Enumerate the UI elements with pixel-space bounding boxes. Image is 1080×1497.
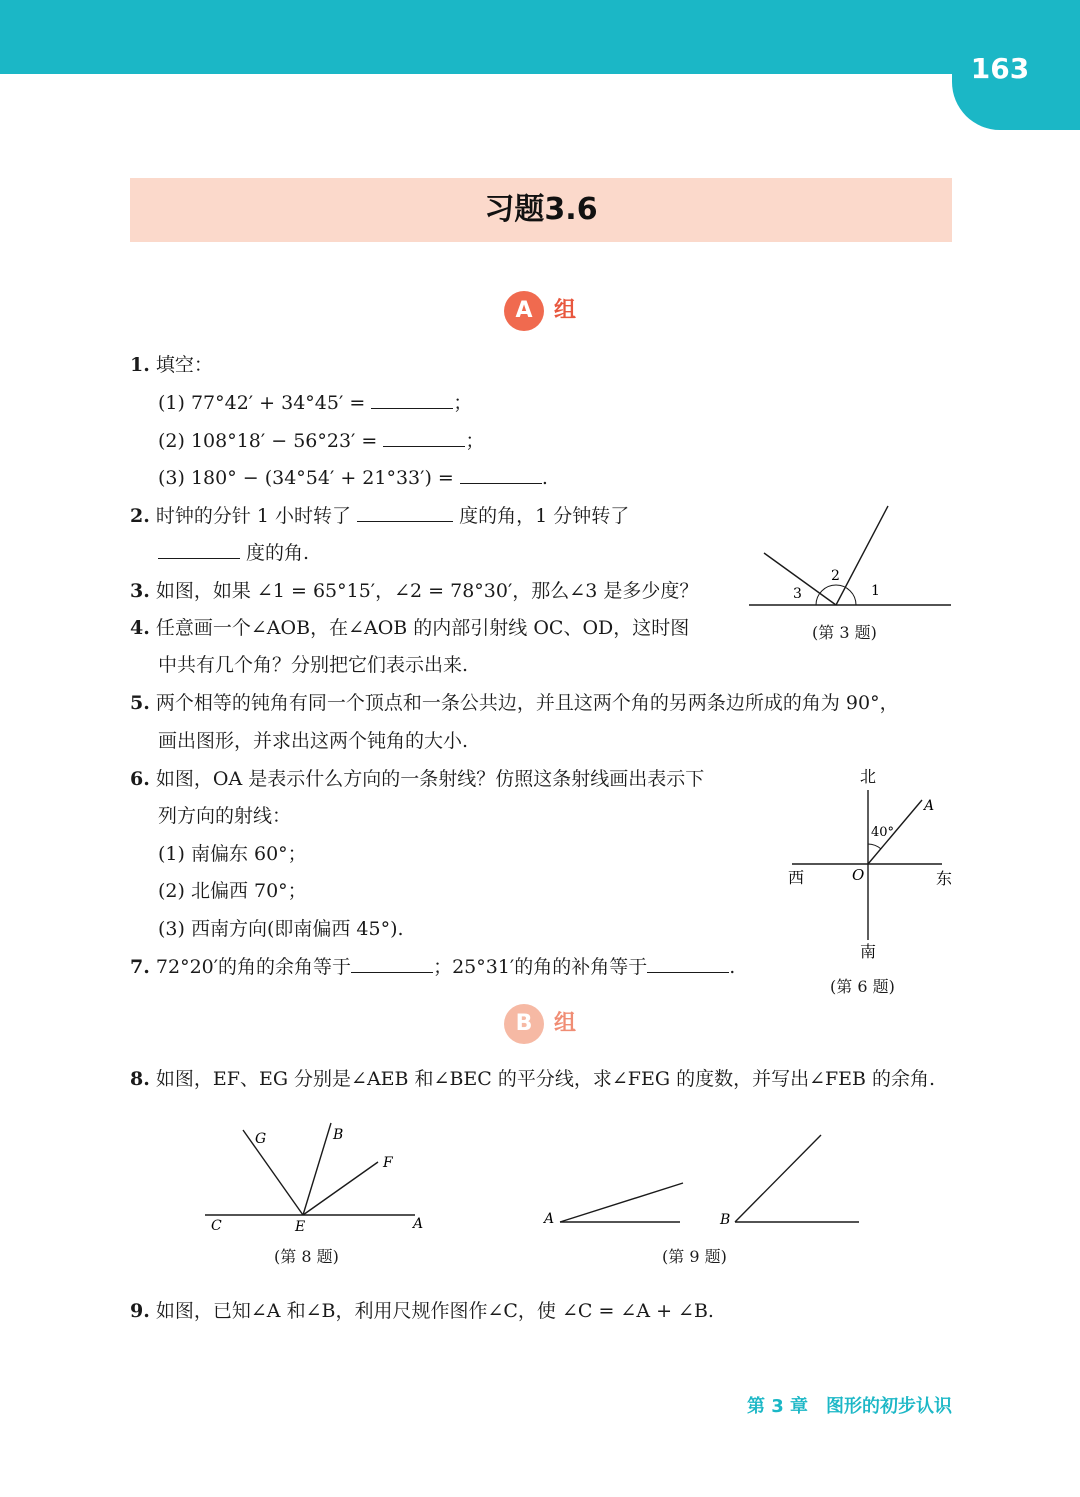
fig8-ray-ef: [303, 1162, 378, 1215]
group-a-badge: A: [504, 291, 544, 331]
q5-line1: 5. 两个相等的钝角有同一个顶点和一条公共边，并且这两个角的另两条边所成的角为 90°，: [130, 692, 899, 714]
q8: 8. 如图，EF、EG 分别是∠AEB 和∠BEC 的平分线，求∠FEG 的度数，并写出∠FEB 的余角.: [130, 1068, 936, 1090]
q1-part2: (2) 108°18′ − 56°23′ = ；: [158, 430, 485, 452]
answer-blank[interactable]: [351, 954, 433, 973]
fig9-caption: (第 9 题): [662, 1247, 727, 1266]
q7: 7. 72°20′的角的余角等于 ；25°31′的角的补角等于 .: [130, 956, 736, 978]
q6-part1: (1) 南偏东 60°；: [158, 843, 307, 865]
page-number: 163: [970, 52, 1030, 85]
q6-part2: (2) 北偏西 70°；: [158, 880, 307, 902]
fig8-label-b: B: [333, 1127, 344, 1143]
fig6-origin: O: [852, 866, 865, 884]
q5-line2: 画出图形，并求出这两个钝角的大小.: [158, 730, 469, 752]
fig8-label-g: G: [255, 1131, 267, 1147]
fig3-ray-right: [836, 506, 888, 605]
fig6-ray-label: A: [924, 798, 935, 814]
fig3-label-1: 1: [871, 583, 880, 599]
q3: 3. 如图，如果 ∠1 = 65°15′，∠2 = 78°30′，那么∠3 是多少度？: [130, 580, 699, 602]
fig6-north: 北: [860, 767, 877, 786]
fig6-east: 东: [936, 869, 953, 888]
chapter-footer: 第 3 章 图形的初步认识: [746, 1396, 952, 1417]
fig8-caption: (第 8 题): [274, 1247, 339, 1266]
q1-part1: (1) 77°42′ + 34°45′ = ；: [158, 392, 473, 414]
fig8-label-e: E: [295, 1219, 306, 1235]
q2-line2: 度的角.: [158, 540, 309, 566]
fig8-ray-eb: [303, 1123, 331, 1215]
fig6-angle-arc: [868, 844, 881, 849]
figure-6: [780, 760, 960, 970]
fig6-caption: (第 6 题): [830, 977, 895, 996]
q1-part3: (3) 180° − (34°54′ + 21°33′) = .: [158, 467, 548, 489]
q1-stem: 1. 填空：: [130, 354, 213, 376]
q9: 9. 如图，已知∠A 和∠B，利用尺规作图作∠C，使 ∠C = ∠A + ∠B.: [130, 1300, 714, 1322]
q6-line2: 列方向的射线：: [158, 805, 292, 827]
fig6-west: 西: [788, 868, 805, 887]
fig3-label-2: 2: [831, 568, 840, 584]
answer-blank[interactable]: [158, 540, 240, 559]
answer-blank[interactable]: [371, 390, 453, 409]
group-b-heading: [504, 1004, 594, 1044]
group-b-label: 组: [554, 1011, 577, 1036]
q6-part3: (3) 西南方向(即南偏西 45°).: [158, 918, 404, 940]
answer-blank[interactable]: [357, 503, 453, 522]
group-b-badge: B: [504, 1004, 544, 1044]
fig6-angle-label: 40°: [871, 825, 895, 840]
fig6-south: 南: [860, 942, 877, 961]
q2-line1: 2. 时钟的分针 1 小时转了 度的角，1 分钟转了: [130, 505, 630, 527]
fig9-label-a: A: [544, 1211, 555, 1227]
fig9-angle-a-side2: [560, 1183, 683, 1222]
fig3-label-3: 3: [793, 586, 802, 602]
answer-blank[interactable]: [647, 954, 729, 973]
fig8-ray-eg: [243, 1130, 303, 1215]
top-header-bar: [0, 0, 1080, 74]
fig8-label-a: A: [413, 1216, 424, 1232]
exercise-title-band: [130, 178, 952, 242]
q6-line1: 6. 如图，OA 是表示什么方向的一条射线？仿照这条射线画出表示下: [130, 768, 705, 790]
group-a-heading: [504, 291, 594, 331]
fig3-caption: (第 3 题): [812, 623, 877, 642]
q4-line2: 中共有几个角？分别把它们表示出来.: [158, 654, 469, 676]
fig9-angle-b-side2: [735, 1135, 821, 1222]
group-a-label: 组: [554, 298, 577, 323]
figure-8: [195, 1115, 440, 1245]
q4-line1: 4. 任意画一个∠AOB，在∠AOB 的内部引射线 OC、OD，这时图: [130, 617, 690, 639]
fig9-label-b: B: [720, 1212, 731, 1228]
answer-blank[interactable]: [383, 428, 465, 447]
figure-9: [540, 1125, 870, 1235]
answer-blank[interactable]: [460, 465, 542, 484]
exercise-title: 习题3.6: [484, 192, 598, 227]
fig8-label-c: C: [211, 1218, 222, 1234]
fig8-label-f: F: [383, 1155, 393, 1171]
